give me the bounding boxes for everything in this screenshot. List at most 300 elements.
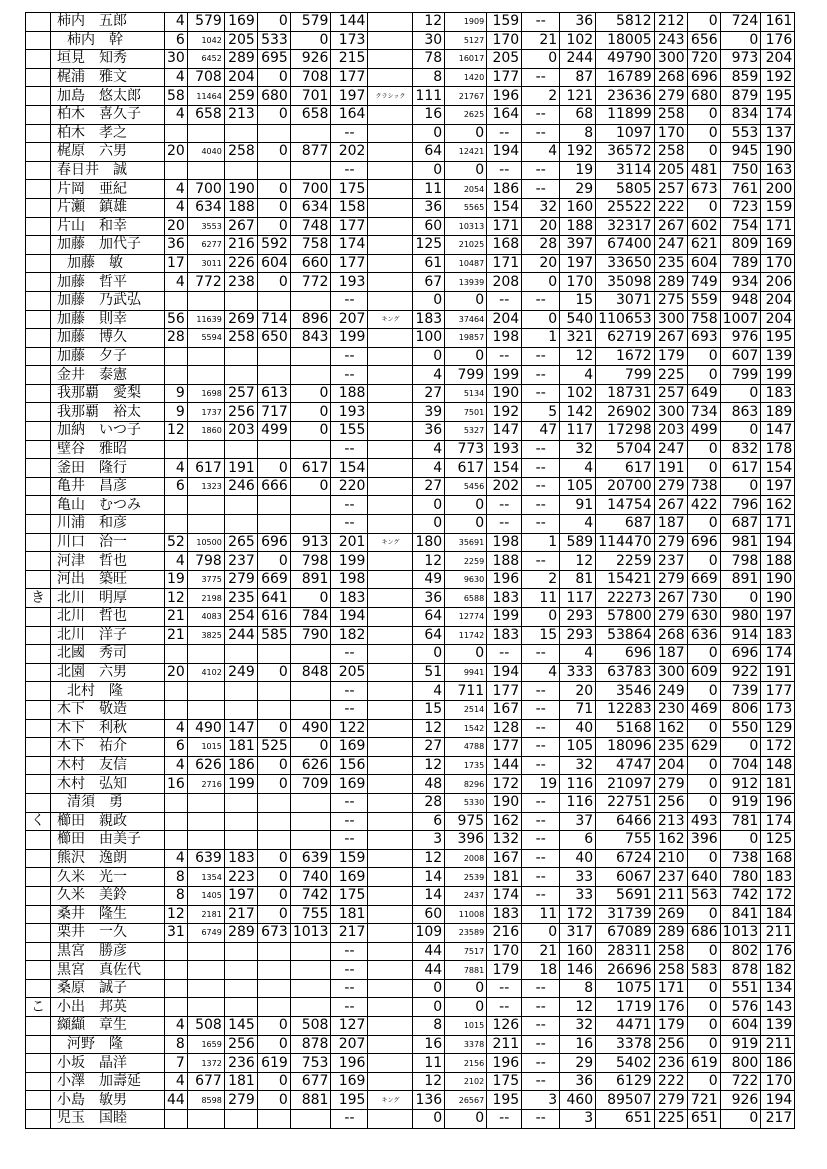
cell-c4: 650 (257, 329, 290, 348)
cell-kana (26, 570, 51, 589)
cell-c3: 204 (224, 68, 257, 87)
cell-c1: 16 (165, 775, 188, 794)
cell-c2: 4040 (187, 143, 224, 162)
cell-c10: 1 (522, 533, 560, 552)
cell-c5: 0 (290, 422, 331, 441)
cell-c6: 217 (331, 924, 368, 943)
cell-c14: 604 (687, 254, 720, 273)
cell-c14: 602 (687, 217, 720, 236)
cell-c16: 159 (761, 198, 795, 217)
cell-c6: 199 (331, 329, 368, 348)
cell-c5: 634 (290, 198, 331, 217)
cell-c12: 26696 (596, 961, 654, 980)
table-row (26, 1072, 795, 1091)
cell-c13: 279 (654, 477, 687, 496)
cell-kana (26, 719, 51, 738)
cell-c7: 12 (413, 1072, 445, 1091)
cell-c14: 0 (687, 105, 720, 124)
cell-c7: 48 (413, 775, 445, 794)
cell-c8: 4788 (445, 738, 487, 757)
cell-c16: 192 (761, 68, 795, 87)
cell-c10: -- (522, 552, 560, 571)
cell-c16: 183 (761, 868, 795, 887)
cell-name: 小島 敏男 (51, 1091, 165, 1110)
cell-c9: -- (487, 291, 522, 310)
cell-c6: -- (331, 366, 368, 385)
cell-c4: 619 (257, 1054, 290, 1073)
cell-c5: 753 (290, 1054, 331, 1073)
cell-c3: 213 (224, 105, 257, 124)
table-row (26, 886, 795, 905)
cell-title (368, 1054, 413, 1073)
cell-c1: 6 (165, 738, 188, 757)
cell-c14: 396 (687, 831, 720, 850)
cell-c10: -- (522, 1035, 560, 1054)
cell-c13: 204 (654, 756, 687, 775)
cell-c11: 37 (560, 812, 596, 831)
cell-c16: 197 (761, 608, 795, 627)
cell-c6: -- (331, 961, 368, 980)
cell-c15: 832 (720, 440, 761, 459)
cell-c9: 162 (487, 812, 522, 831)
cell-c9: 183 (487, 905, 522, 924)
cell-c1: 4 (165, 68, 188, 87)
cell-kana (26, 849, 51, 868)
cell-c14: 720 (687, 50, 720, 69)
cell-c2 (187, 979, 224, 998)
cell-c10: 18 (522, 961, 560, 980)
cell-c2: 3775 (187, 570, 224, 589)
cell-name: 柿内 五郎 (51, 13, 165, 32)
cell-c4: 0 (257, 719, 290, 738)
cell-c11: 170 (560, 273, 596, 292)
cell-c6: 215 (331, 50, 368, 69)
cell-c13: 267 (654, 496, 687, 515)
cell-c6: 177 (331, 217, 368, 236)
cell-c9: 132 (487, 831, 522, 850)
cell-c5 (290, 961, 331, 980)
cell-c9: 154 (487, 198, 522, 217)
cell-c8: 21767 (445, 87, 487, 106)
table-row (26, 496, 795, 515)
cell-c4: 695 (257, 50, 290, 69)
table-row (26, 589, 795, 608)
cell-c10: 3 (522, 1091, 560, 1110)
table-row (26, 570, 795, 589)
cell-c16: 139 (761, 347, 795, 366)
cell-c2: 1042 (187, 31, 224, 50)
cell-c12: 110653 (596, 310, 654, 329)
cell-c9: 171 (487, 254, 522, 273)
cell-title (368, 347, 413, 366)
cell-c15: 739 (720, 682, 761, 701)
cell-c1: 12 (165, 905, 188, 924)
cell-c6: 205 (331, 663, 368, 682)
cell-c6: 194 (331, 608, 368, 627)
cell-c5: 848 (290, 663, 331, 682)
cell-kana (26, 979, 51, 998)
cell-c11: 333 (560, 663, 596, 682)
cell-c4 (257, 700, 290, 719)
cell-c14: 686 (687, 924, 720, 943)
cell-kana (26, 329, 51, 348)
cell-c15: 607 (720, 347, 761, 366)
cell-c9: 195 (487, 1091, 522, 1110)
cell-c16: 162 (761, 496, 795, 515)
cell-c1 (165, 979, 188, 998)
cell-c13: 300 (654, 310, 687, 329)
cell-c1: 4 (165, 1072, 188, 1091)
cell-c15: 576 (720, 998, 761, 1017)
cell-c6: -- (331, 291, 368, 310)
table-row (26, 236, 795, 255)
cell-c13: 187 (654, 645, 687, 664)
cell-c13: 237 (654, 552, 687, 571)
cell-c14: 0 (687, 459, 720, 478)
cell-c12: 23636 (596, 87, 654, 106)
cell-name: 北村 隆 (51, 682, 165, 701)
cell-c9: 164 (487, 105, 522, 124)
cell-c6: 202 (331, 143, 368, 162)
cell-c12: 32317 (596, 217, 654, 236)
cell-c13: 289 (654, 924, 687, 943)
cell-c11: 397 (560, 236, 596, 255)
cell-c12: 6129 (596, 1072, 654, 1091)
cell-c4: 0 (257, 198, 290, 217)
cell-c6: 197 (331, 87, 368, 106)
cell-name: 加藤 則幸 (51, 310, 165, 329)
cell-c3: 205 (224, 31, 257, 50)
cell-c14: 0 (687, 366, 720, 385)
cell-c1: 17 (165, 254, 188, 273)
cell-c14: 0 (687, 552, 720, 571)
cell-c15: 754 (720, 217, 761, 236)
table-row (26, 831, 795, 850)
cell-title (368, 756, 413, 775)
cell-c5: 784 (290, 608, 331, 627)
table-row (26, 756, 795, 775)
cell-c2: 626 (187, 756, 224, 775)
cell-c13: 256 (654, 793, 687, 812)
cell-c12: 12283 (596, 700, 654, 719)
cell-c5: 639 (290, 849, 331, 868)
cell-title (368, 366, 413, 385)
cell-c4: 666 (257, 477, 290, 496)
cell-c11: 160 (560, 942, 596, 961)
cell-c5: 790 (290, 626, 331, 645)
cell-c5: 709 (290, 775, 331, 794)
cell-c6: 174 (331, 236, 368, 255)
cell-kana (26, 1072, 51, 1091)
cell-c4: 0 (257, 663, 290, 682)
cell-c7: 51 (413, 663, 445, 682)
table-row (26, 13, 795, 32)
cell-name: 釜田 隆行 (51, 459, 165, 478)
cell-c10: 11 (522, 905, 560, 924)
cell-c7: 27 (413, 384, 445, 403)
cell-name: 河野 隆 (51, 1035, 165, 1054)
cell-c11: 117 (560, 589, 596, 608)
cell-c10: 2 (522, 570, 560, 589)
table-row (26, 961, 795, 980)
cell-c2: 634 (187, 198, 224, 217)
table-row (26, 905, 795, 924)
cell-c10: 20 (522, 217, 560, 236)
cell-c13: 247 (654, 236, 687, 255)
cell-c16: 184 (761, 905, 795, 924)
cell-c14: 0 (687, 756, 720, 775)
cell-c15: 891 (720, 570, 761, 589)
cell-c2: 490 (187, 719, 224, 738)
cell-c9: 196 (487, 1054, 522, 1073)
cell-c4: 0 (257, 1017, 290, 1036)
cell-c9: 126 (487, 1017, 522, 1036)
cell-c13: 205 (654, 161, 687, 180)
cell-c15: 912 (720, 775, 761, 794)
cell-c3: 169 (224, 13, 257, 32)
cell-kana (26, 347, 51, 366)
cell-kana (26, 1110, 51, 1129)
cell-c12: 5402 (596, 1054, 654, 1073)
cell-c8: 0 (445, 496, 487, 515)
cell-c9: -- (487, 998, 522, 1017)
cell-c8: 0 (445, 515, 487, 534)
cell-c6: 199 (331, 552, 368, 571)
cell-c14: 0 (687, 13, 720, 32)
cell-c12: 755 (596, 831, 654, 850)
cell-c12: 25522 (596, 198, 654, 217)
cell-c13: 279 (654, 1091, 687, 1110)
table-row (26, 645, 795, 664)
cell-c9: 177 (487, 738, 522, 757)
cell-c1 (165, 515, 188, 534)
cell-name: 北園 六男 (51, 663, 165, 682)
cell-c3: 203 (224, 422, 257, 441)
cell-c11: 146 (560, 961, 596, 980)
cell-c9: -- (487, 161, 522, 180)
cell-c14: 0 (687, 515, 720, 534)
cell-c5: 877 (290, 143, 331, 162)
cell-c13: 203 (654, 422, 687, 441)
cell-c4 (257, 812, 290, 831)
cell-c14: 583 (687, 961, 720, 980)
cell-c9: 177 (487, 682, 522, 701)
cell-c15: 761 (720, 180, 761, 199)
cell-c14: 0 (687, 347, 720, 366)
cell-c16: 177 (761, 682, 795, 701)
cell-c2: 1698 (187, 384, 224, 403)
cell-c10: 0 (522, 924, 560, 943)
cell-c3: 265 (224, 533, 257, 552)
cell-c11: 81 (560, 570, 596, 589)
cell-c16: 176 (761, 31, 795, 50)
cell-c13: 267 (654, 217, 687, 236)
cell-c11: 36 (560, 13, 596, 32)
cell-c3: 216 (224, 236, 257, 255)
cell-c4: 717 (257, 403, 290, 422)
cell-c6: 144 (331, 13, 368, 32)
cell-c13: 300 (654, 50, 687, 69)
cell-name: 児玉 国睦 (51, 1110, 165, 1129)
cell-c3 (224, 124, 257, 143)
cell-c11: 16 (560, 1035, 596, 1054)
cell-c3: 259 (224, 87, 257, 106)
cell-c13: 225 (654, 366, 687, 385)
cell-c13: 230 (654, 700, 687, 719)
cell-c7: 11 (413, 180, 445, 199)
cell-name: 川口 治一 (51, 533, 165, 552)
cell-c13: 258 (654, 942, 687, 961)
cell-c15: 0 (720, 31, 761, 50)
cell-c8: 2102 (445, 1072, 487, 1091)
cell-c10: -- (522, 1110, 560, 1129)
cell-c9: -- (487, 124, 522, 143)
table-row (26, 254, 795, 273)
cell-c3 (224, 515, 257, 534)
cell-c1: 4 (165, 756, 188, 775)
cell-c15: 0 (720, 589, 761, 608)
cell-name: 木下 利秋 (51, 719, 165, 738)
cell-c14: 656 (687, 31, 720, 50)
cell-c4: 696 (257, 533, 290, 552)
cell-c5: 0 (290, 31, 331, 50)
cell-title (368, 291, 413, 310)
cell-c14: 0 (687, 775, 720, 794)
cell-title (368, 793, 413, 812)
cell-kana (26, 942, 51, 961)
cell-c9: 188 (487, 552, 522, 571)
cell-c16: 183 (761, 384, 795, 403)
cell-c16: 195 (761, 87, 795, 106)
cell-kana (26, 124, 51, 143)
cell-name: 黒宮 真佐代 (51, 961, 165, 980)
cell-c15: 604 (720, 1017, 761, 1036)
cell-c16: 217 (761, 1110, 795, 1129)
cell-c3: 267 (224, 217, 257, 236)
cell-c12: 651 (596, 1110, 654, 1129)
cell-c2: 3011 (187, 254, 224, 273)
cell-c3: 188 (224, 198, 257, 217)
cell-c3: 181 (224, 1072, 257, 1091)
cell-c7: 100 (413, 329, 445, 348)
cell-title (368, 440, 413, 459)
cell-c16: 171 (761, 217, 795, 236)
cell-kana (26, 626, 51, 645)
cell-c3: 254 (224, 608, 257, 627)
cell-c8: 5127 (445, 31, 487, 50)
cell-c14: 0 (687, 682, 720, 701)
cell-c3 (224, 291, 257, 310)
cell-c13: 275 (654, 291, 687, 310)
cell-name: 片瀬 鎮雄 (51, 198, 165, 217)
cell-c7: 0 (413, 515, 445, 534)
cell-c10: 15 (522, 626, 560, 645)
cell-c10: 2 (522, 87, 560, 106)
cell-name: 片岡 亜紀 (51, 180, 165, 199)
cell-kana (26, 682, 51, 701)
cell-c11: 8 (560, 979, 596, 998)
cell-title (368, 775, 413, 794)
cell-c16: 196 (761, 793, 795, 812)
cell-c15: 806 (720, 700, 761, 719)
cell-c16: 190 (761, 589, 795, 608)
cell-title (368, 979, 413, 998)
cell-c3: 197 (224, 886, 257, 905)
cell-c11: 4 (560, 645, 596, 664)
cell-c16: 143 (761, 998, 795, 1017)
cell-c9: 171 (487, 217, 522, 236)
cell-c6: 193 (331, 273, 368, 292)
cell-c11: 68 (560, 105, 596, 124)
cell-c2: 2716 (187, 775, 224, 794)
cell-c16: 183 (761, 626, 795, 645)
cell-c7: 11 (413, 1054, 445, 1073)
cell-c11: 36 (560, 1072, 596, 1091)
cell-c6: 196 (331, 1054, 368, 1073)
cell-c4: 714 (257, 310, 290, 329)
cell-c7: 14 (413, 868, 445, 887)
cell-c15: 859 (720, 68, 761, 87)
cell-c12: 5168 (596, 719, 654, 738)
cell-c1: 12 (165, 589, 188, 608)
cell-title (368, 812, 413, 831)
cell-c10: -- (522, 831, 560, 850)
cell-c13: 191 (654, 459, 687, 478)
cell-c9: -- (487, 515, 522, 534)
table-row (26, 812, 795, 831)
cell-c12: 26902 (596, 403, 654, 422)
cell-c2: 508 (187, 1017, 224, 1036)
cell-c15: 723 (720, 198, 761, 217)
cell-c14: 730 (687, 589, 720, 608)
cell-c2: 1372 (187, 1054, 224, 1073)
cell-c6: 154 (331, 459, 368, 478)
cell-c1 (165, 366, 188, 385)
cell-c12: 617 (596, 459, 654, 478)
cell-c7: 61 (413, 254, 445, 273)
cell-kana (26, 886, 51, 905)
cell-name: 片山 和幸 (51, 217, 165, 236)
cell-c15: 1007 (720, 310, 761, 329)
cell-c2: 798 (187, 552, 224, 571)
cell-c8: 10487 (445, 254, 487, 273)
cell-c2: 1323 (187, 477, 224, 496)
cell-c10: 20 (522, 254, 560, 273)
cell-c3: 256 (224, 403, 257, 422)
cell-c5 (290, 440, 331, 459)
table-row (26, 738, 795, 757)
cell-c8: 35691 (445, 533, 487, 552)
cell-c5 (290, 124, 331, 143)
cell-c10: 32 (522, 198, 560, 217)
cell-c13: 162 (654, 831, 687, 850)
cell-c12: 114470 (596, 533, 654, 552)
cell-c4: 585 (257, 626, 290, 645)
cell-c16: 147 (761, 422, 795, 441)
cell-c2: 1354 (187, 868, 224, 887)
cell-c14: 0 (687, 1072, 720, 1091)
cell-title (368, 1072, 413, 1091)
table-row (26, 477, 795, 496)
cell-c12: 67400 (596, 236, 654, 255)
table-row (26, 347, 795, 366)
cell-c8: 13939 (445, 273, 487, 292)
cell-c16: 161 (761, 13, 795, 32)
cell-c14: 0 (687, 124, 720, 143)
cell-c3: 147 (224, 719, 257, 738)
cell-title (368, 1035, 413, 1054)
cell-kana (26, 50, 51, 69)
